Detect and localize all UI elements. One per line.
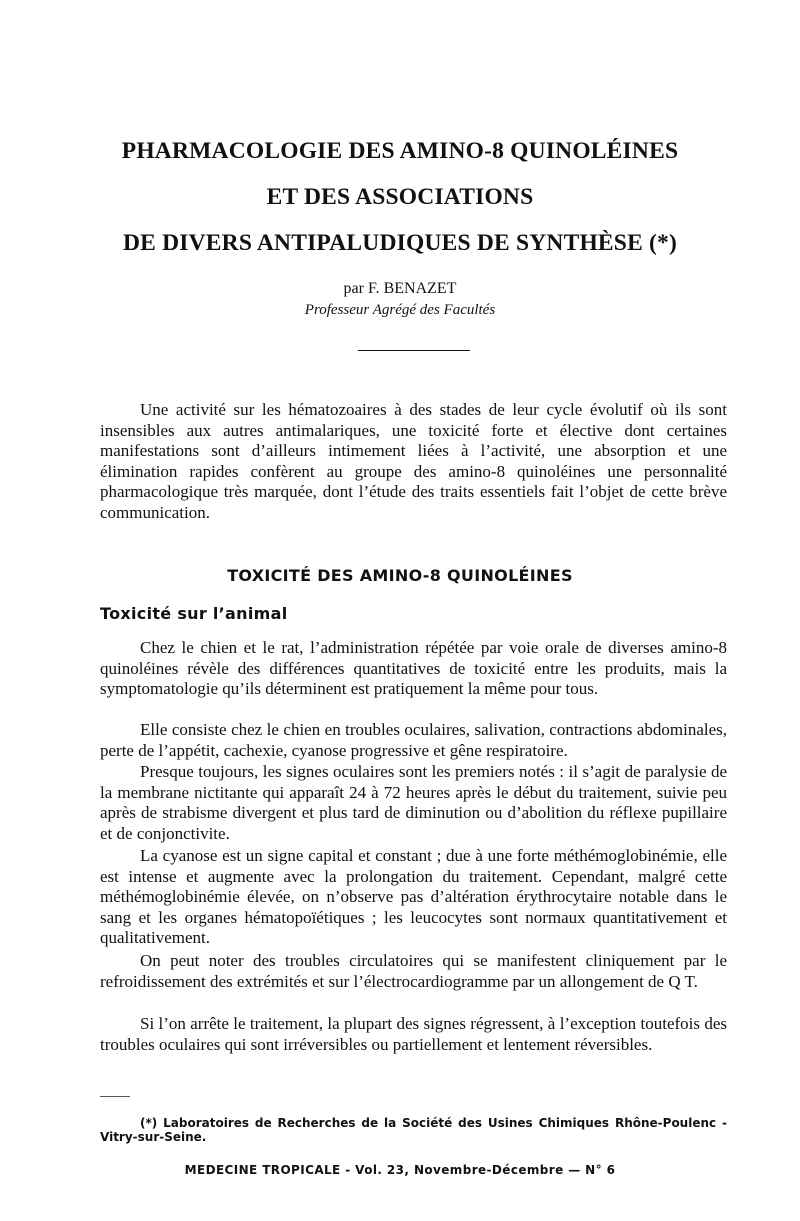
title-line-1: PHARMACOLOGIE DES AMINO-8 QUINOLÉINES	[121, 138, 679, 164]
body-paragraph-1: Chez le chien et le rat, l’administration répétée par voie orale de diverses amino-8 quinoléines révèle des différences quantitatives de toxicité entre les produits, mais la symptomatologie qu’ils déterminent est pratiquement la même pour tous.	[100, 638, 727, 698]
journal-footer: MEDECINE TROPICALE - Vol. 23, Novembre-Décembre — N° 6	[184, 1163, 616, 1177]
body-paragraph-3: Presque toujours, les signes oculaires sont les premiers notés : il s’agit de paralysie de la membrane nictitante qui apparaît 24 à 72 heures après le début du traitement, suivie peu après de strabisme divergent et plus tard de diminution ou d’abolition du réflexe pupillaire et de conjonctivite.	[100, 762, 727, 843]
title-line-3: DE DIVERS ANTIPALUDIQUES DE SYNTHÈSE (*)	[122, 230, 678, 256]
section-heading: TOXICITÉ DES AMINO-8 QUINOLÉINES	[227, 566, 573, 585]
footnote-divider	[100, 1096, 130, 1097]
body-paragraph-4: La cyanose est un signe capital et constant ; due à une forte méthémoglobinémie, elle est intense et augmente avec la prolongation du traitement. Cependant, malgré cette méthémoglobinémie élevée, on n’observe pas d’altération érythrocytaire notable dans le sang et les organes hématopoïétiques ; les leucocytes sont normaux quantitativement et qualitativement.	[100, 846, 727, 947]
footnote: (*) Laboratoires de Recherches de la Société des Usines Chimiques Rhône-Poulenc - Vitry-sur-Seine.	[100, 1116, 727, 1144]
title-divider	[358, 350, 470, 351]
body-paragraph-5: On peut noter des troubles circulatoires qui se manifestent cliniquement par le refroidissement des extrémités et sur l’électrocardiogramme par un allongement de Q T.	[100, 951, 727, 991]
subsection-heading: Toxicité sur l’animal	[100, 604, 288, 623]
title-line-2: ET DES ASSOCIATIONS	[266, 184, 534, 210]
author-affiliation: Professeur Agrégé des Facultés	[304, 302, 496, 318]
body-paragraph-6: Si l’on arrête le traitement, la plupart des signes régressent, à l’exception toutefois des troubles oculaires qui sont irréversibles ou partiellement et lentement réversibles.	[100, 1014, 727, 1054]
author-line: par F. BENAZET	[343, 280, 457, 297]
abstract-paragraph: Une activité sur les hématozoaires à des stades de leur cycle évolutif où ils sont insensibles aux autres antimalariques, une toxicité forte et élective dont certaines manifestations sont d’ailleurs intimement liées à l’activité, une absorption et une élimination rapides confèrent au groupe des amino-8 quinoléines une personnalité pharmacologique très marquée, dont l’étude des traits essentiels fait l’objet de cette brève communication.	[100, 400, 727, 522]
body-paragraph-2: Elle consiste chez le chien en troubles oculaires, salivation, contractions abdominales, perte de l’appétit, cachexie, cyanose progressive et gêne respiratoire.	[100, 720, 727, 760]
